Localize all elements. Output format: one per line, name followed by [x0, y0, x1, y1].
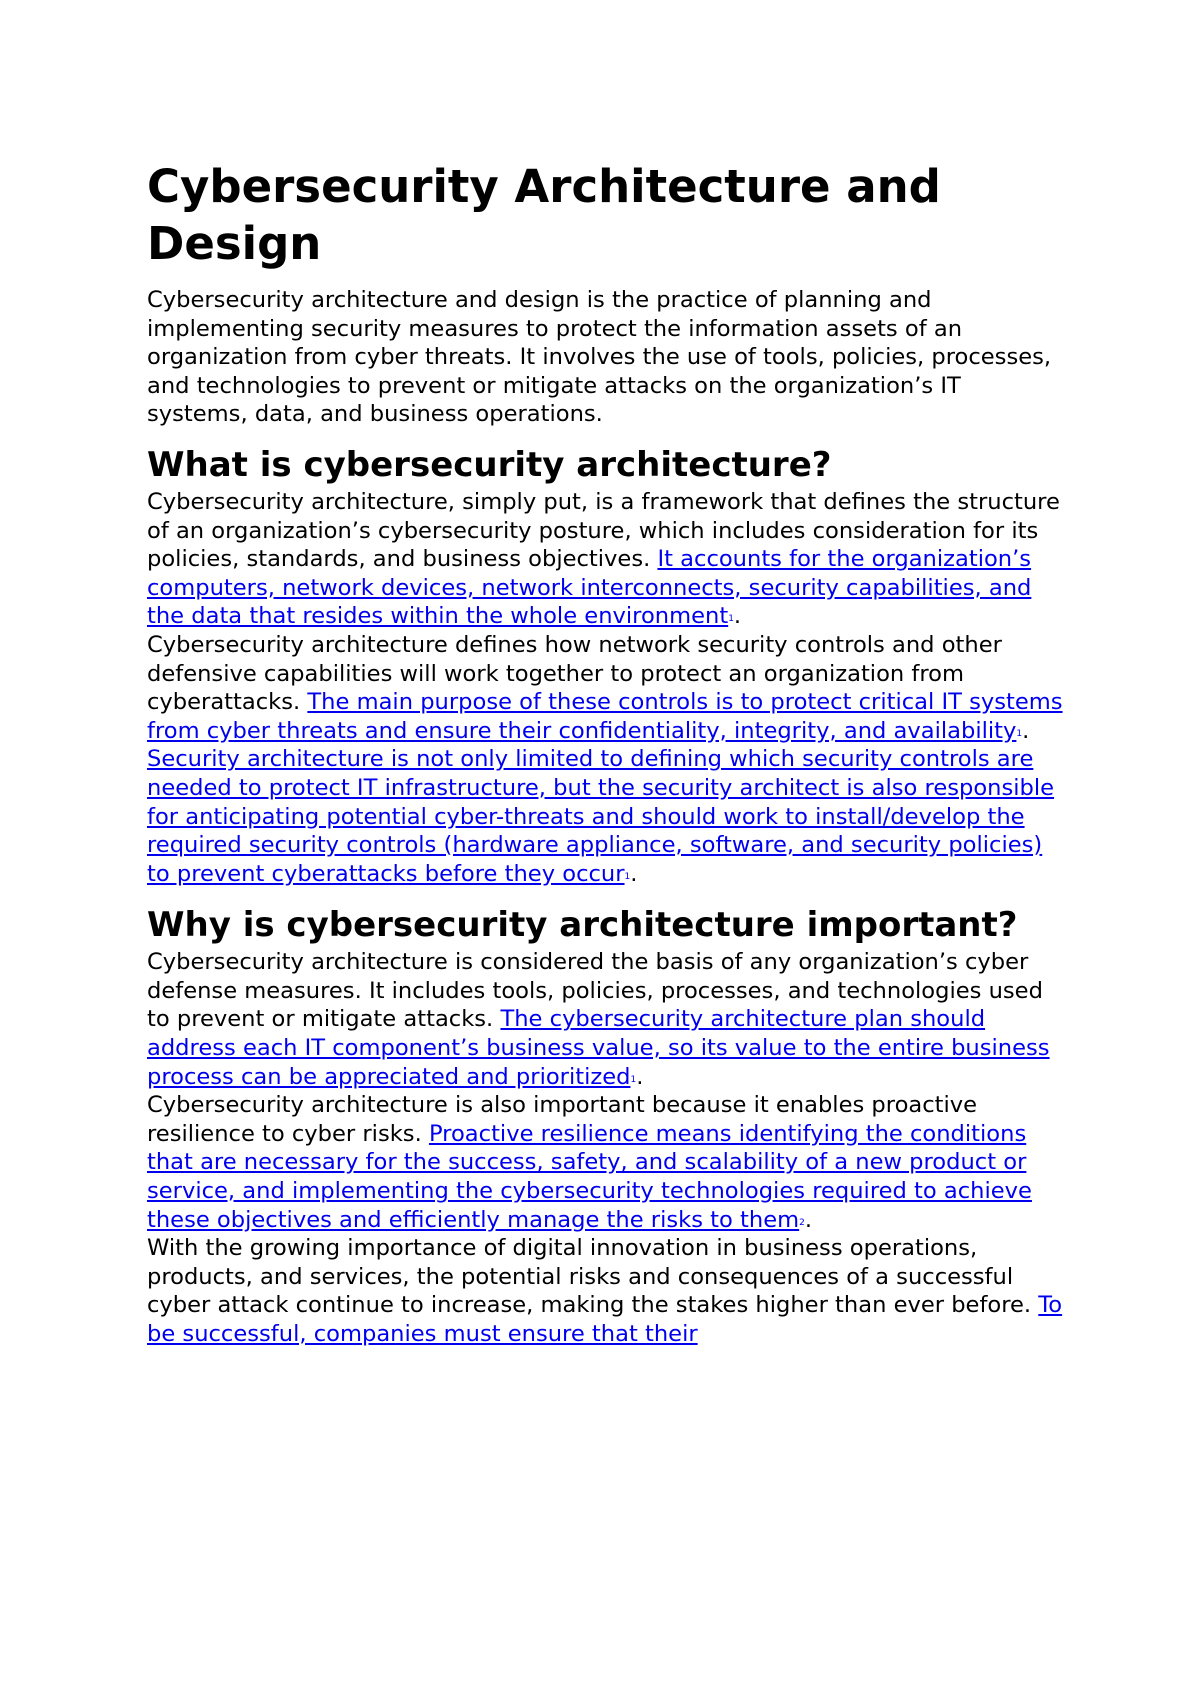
footnote-marker[interactable]: 1	[624, 871, 631, 882]
section1-paragraph-2	[147, 631, 1067, 745]
section1-paragraph-3	[147, 745, 1067, 888]
sentence-period: .	[630, 860, 638, 887]
intro-paragraph: Cybersecurity architecture and design is the practice of planning and implementing security measures to protect the information assets of an organization from cyber threats. It involves the use of tools, policies, processes, and technologies to prevent or mitigate attacks on the organization’s IT systems, data, and business operations.	[147, 287, 1052, 428]
paragraph-text: Cybersecurity architecture defines how network security controls and other defensive capabilities will work together to protect an organization from cyberattacks.	[147, 631, 1002, 716]
paragraph-text: Cybersecurity architecture is considered the basis of any organization’s cyber defense measures. It includes tools, policies, processes, and technologies used to prevent or mitigate attacks.	[147, 949, 1043, 1033]
sentence-period: .	[804, 1206, 813, 1233]
footnote-marker[interactable]: 1	[728, 614, 734, 625]
citation-link[interactable]: The main purpose of these controls is to protect critical IT systems from cyber threats and ensure their confidentiality, integrity, and availability	[147, 689, 1063, 744]
footnote-marker[interactable]: 2	[799, 1217, 805, 1228]
paragraph-text: Cybersecurity architecture is also important because it enables proactive resilience to cyber risks.	[147, 1092, 978, 1147]
citation-link[interactable]: Proactive resilience means identifying the conditions that are necessary for the success, safety, and scalability of a new product or service, and implementing the cybersecurity technologies required to achieve these objectives and efficiently manage the risks to them	[147, 1120, 1032, 1233]
sentence-period: .	[1022, 717, 1030, 744]
citation-link[interactable]: The cybersecurity architecture plan should address each IT component’s business value, so its value to the entire business process can be appreciated and prioritized	[147, 1006, 1050, 1090]
section2-paragraph-1	[147, 948, 1067, 1091]
citation-link[interactable]: It accounts for the organization’s computers, network devices, network interconnects, security capabilities, and the data that resides within the whole environment	[147, 546, 1032, 630]
section-heading-why-important: Why is cybersecurity architecture important?	[147, 905, 1018, 946]
paragraph-text: Cybersecurity architecture, simply put, is a framework that defines the structure of an organization’s cybersecurity posture, which includes consideration for its policies, standards, and business objectives.	[147, 488, 1060, 573]
citation-link[interactable]: To be successful, companies must ensure that their	[147, 1292, 1063, 1347]
footnote-marker[interactable]: 1	[630, 1074, 637, 1085]
citation-link[interactable]: Security architecture is not only limited to defining which security controls are needed to protect IT infrastructure, but the security architect is also responsible for anticipating potential cyber-threats and should work to install/develop the required security controls (hardware appliance, software, and security policies) to prevent cyberattacks before they occur	[147, 746, 1055, 887]
section2-paragraph-2	[147, 1091, 1067, 1234]
sentence-period: .	[733, 603, 742, 630]
paragraph-text: With the growing importance of digital innovation in business operations, products, and services, the potential risks and consequences of a successful cyber attack continue to increase, making the stakes higher than ever before.	[147, 1235, 1039, 1319]
section-heading-what-is: What is cybersecurity architecture?	[147, 444, 832, 485]
section2-paragraph-3	[147, 1234, 1067, 1348]
sentence-period: .	[636, 1063, 644, 1090]
footnote-marker[interactable]: 1	[1016, 728, 1023, 739]
document-title: Cybersecurity Architecture and Design	[147, 160, 941, 270]
section1-paragraph-1	[147, 488, 1067, 631]
document-page	[147, 158, 1067, 1349]
